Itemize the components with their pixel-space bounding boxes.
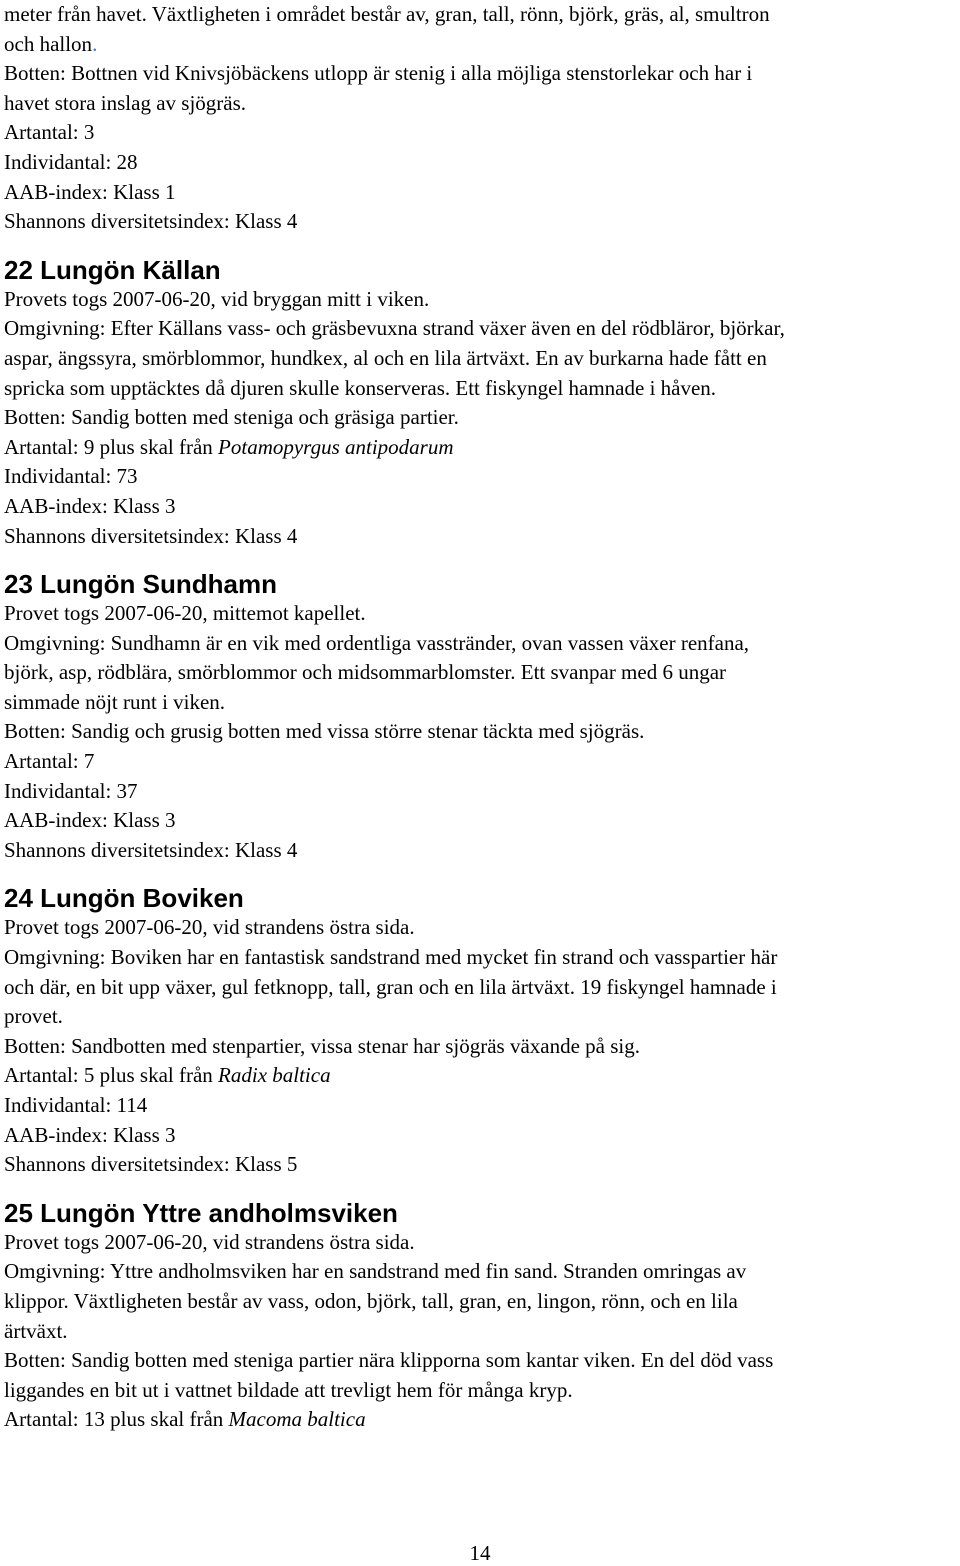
- blue-period: .: [92, 31, 98, 56]
- section-heading: 24 Lungön Boviken: [4, 883, 244, 914]
- individantal-line: Individantal: 114: [4, 1093, 148, 1117]
- omgivning-line: aspar, ängssyra, smörblommor, hundkex, al och en lila ärtväxt. En av burkarna hade fått en: [4, 345, 767, 370]
- artantal-line: Artantal: 5 plus skal från Radix baltica: [4, 1063, 331, 1088]
- section-25-lungon-yttre-andholmsviken: [4, 1198, 956, 1435]
- aab-index-line: AAB-index: Klass 3: [4, 493, 176, 518]
- artantal-line: Artantal: 9 plus skal från Potamopyrgus antipodarum: [4, 434, 454, 459]
- shannon-index-line: Shannons diversitetsindex: Klass 5: [4, 1152, 298, 1177]
- artantal-line: Artantal: 13 plus skal från Macoma baltica: [4, 1407, 366, 1432]
- omgivning-line: klippor. Växtligheten består av vass, odon, björk, tall, gran, en, lingon, rönn, och en lila: [4, 1288, 738, 1313]
- botten-line: Botten: Sandig och grusig botten med vissa större stenar täckta med sjögräs.: [4, 719, 645, 744]
- provet-line: Provets togs 2007-06-20, vid bryggan mitt i viken.: [4, 286, 430, 311]
- individantal-line: Individantal: 37: [4, 778, 138, 803]
- omgivning-line: och där, en bit upp växer, gul fetknopp, tall, gran och en lila ärtväxt. 19 fiskyngel hamnade i: [4, 974, 777, 999]
- omgivning-line: provet.: [4, 1004, 63, 1029]
- shannon-index-line: Shannons diversitetsindex: Klass 4: [4, 837, 298, 862]
- botten-line: liggandes en bit ut i vattnet bildade att trevligt hem för många kryp.: [4, 1377, 573, 1402]
- section-gap: [4, 237, 956, 252]
- individantal-line: Individantal: 73: [4, 464, 138, 489]
- document-page: [4, 0, 956, 1435]
- species-name: Radix baltica: [218, 1063, 331, 1088]
- section-heading: 23 Lungön Sundhamn: [4, 569, 277, 600]
- species-name: Potamopyrgus antipodarum: [218, 434, 454, 459]
- section-24-lungon-boviken: [4, 883, 956, 1179]
- artantal-line: Artantal: 7: [4, 749, 95, 774]
- shannon-index-line: Shannons diversitetsindex: Klass 4: [4, 523, 298, 548]
- omgivning-line: Omgivning: Sundhamn är en vik med ordentliga vasstränder, ovan vassen växer renfana,: [4, 630, 750, 655]
- intro-artantal: Artantal: 3: [4, 120, 95, 145]
- provet-line: Provet togs 2007-06-20, mittemot kapellet.: [4, 601, 366, 626]
- omgivning-line: spricka som upptäcktes då djuren skulle konserveras. Ett fiskyngel hamnade i håven.: [4, 375, 717, 400]
- section-heading: 22 Lungön Källan: [4, 254, 221, 285]
- provet-line: Provet togs 2007-06-20, vid strandens östra sida.: [4, 1229, 415, 1254]
- aab-index-line: AAB-index: Klass 3: [4, 1122, 176, 1147]
- omgivning-line: björk, asp, rödblära, smörblommor och midsommarblomster. Ett svanpar med 6 ungar: [4, 660, 727, 685]
- section-gap: [4, 1180, 956, 1195]
- omgivning-line: Omgivning: Boviken har en fantastisk sandstrand med mycket fin strand och vasspartier här: [4, 945, 778, 970]
- omgivning-line: Omgivning: Efter Källans vass- och gräsbevuxna strand växer även en del rödbläror, björkar,: [4, 316, 785, 341]
- intro-section: [4, 0, 956, 237]
- species-name: Macoma baltica: [228, 1407, 366, 1432]
- provet-line: Provet togs 2007-06-20, vid strandens östra sida.: [4, 915, 415, 940]
- intro-aab-index: AAB-index: Klass 1: [4, 179, 176, 204]
- section-gap: [4, 865, 956, 880]
- aab-index-line: AAB-index: Klass 3: [4, 808, 176, 833]
- intro-botten-line: Botten: Bottnen vid Knivsjöbäckens utlopp är stenig i alla möjliga stenstorlekar och har i: [4, 61, 753, 86]
- section-gap: [4, 551, 956, 566]
- section-heading: 25 Lungön Yttre andholmsviken: [4, 1197, 398, 1228]
- omgivning-line: ärtväxt.: [4, 1318, 68, 1343]
- intro-omgivning-line: och hallon.: [4, 31, 98, 56]
- intro-botten-line: havet stora inslag av sjögräs.: [4, 90, 247, 115]
- omgivning-line: simmade nöjt runt i viken.: [4, 689, 226, 714]
- botten-line: Botten: Sandig botten med steniga partier nära klipporna som kantar viken. En del död vass: [4, 1348, 774, 1373]
- page-number: 14: [469, 1541, 491, 1565]
- botten-line: Botten: Sandbotten med stenpartier, vissa stenar har sjögräs växande på sig.: [4, 1033, 640, 1058]
- section-23-lungon-sundhamn: [4, 569, 956, 865]
- intro-individantal: Individantal: 28: [4, 149, 138, 174]
- omgivning-line: Omgivning: Yttre andholmsviken har en sandstrand med fin sand. Stranden omringas av: [4, 1259, 747, 1284]
- intro-shannon-index: Shannons diversitetsindex: Klass 4: [4, 209, 298, 234]
- botten-line: Botten: Sandig botten med steniga och gräsiga partier.: [4, 405, 459, 430]
- intro-omgivning-line: meter från havet. Växtligheten i området består av, gran, tall, rönn, björk, gräs, al, smultron: [4, 2, 770, 26]
- section-22-lungon-kallan: [4, 255, 956, 551]
